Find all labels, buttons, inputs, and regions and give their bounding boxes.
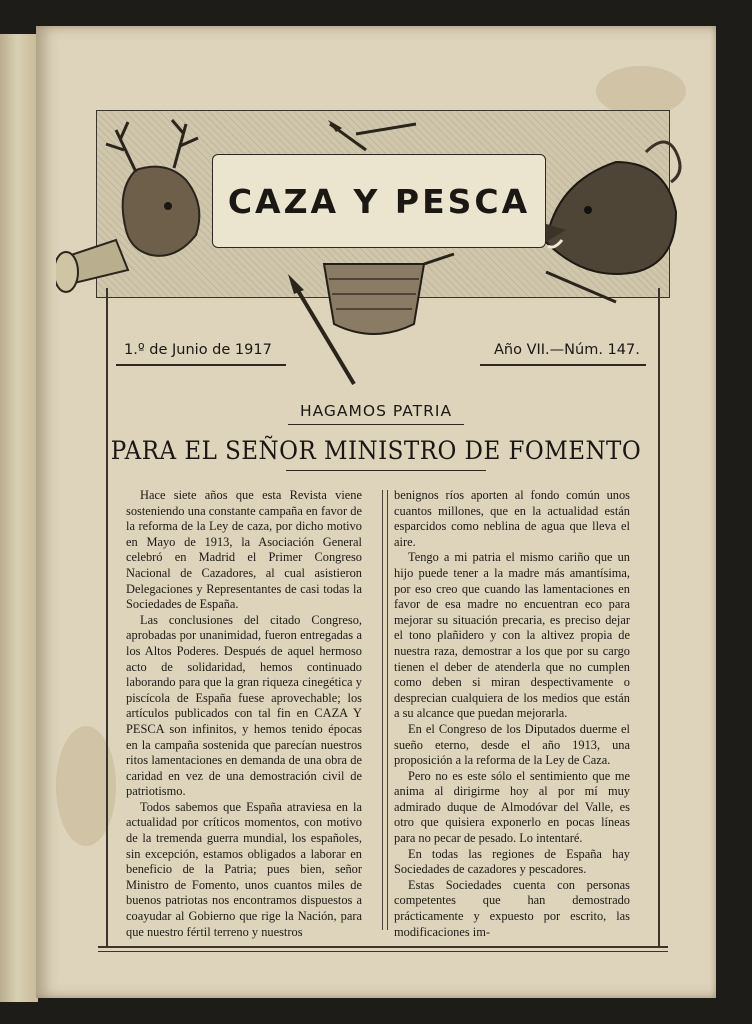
paragraph: benignos ríos aporten al fondo común unos cuantos millones, que en la actualidad están esparcidos como neblina de agua que lleva el aire. [394,488,630,549]
paragraph: Estas Sociedades cuenta con personas competentes que han demostrado prácticamente y expuesto por escrito, las modificaciones im- [394,877,630,939]
paper-stain [596,66,686,116]
creel-basket-icon [274,244,464,394]
article-column-right [394,488,630,940]
issue-number: Año VII.—Núm. 147. [494,342,640,358]
column-divider [387,490,388,930]
column-divider [382,490,383,930]
issue-date: 1.º de Junio de 1917 [124,342,272,358]
paragraph: En todas las regiones de España hay Sociedades de cazadores y pescadores. [394,846,630,877]
page-frame-left [106,288,108,948]
number-underline [480,364,646,366]
magazine-page [36,26,716,998]
article-kicker: HAGAMOS PATRIA [299,402,453,420]
masthead-title: CAZA Y PESCA [227,181,531,221]
masthead-title-box [212,154,546,248]
boar-head-icon [526,122,696,312]
paragraph: Hace siete años que esta Revista viene sosteniendo una constante campaña en favor de la reforma de la Ley de caza, por dicho motivo en Mayo de 1913, la Asociación General celebró en Madrid el Primer Congreso Nacional de Cazadores, al cual asistieron Delegaciones y Representantes de casi todas la Sociedades de España. [126,488,362,612]
facing-page-edge [0,34,38,1002]
page-frame-bottom-inner [98,951,668,952]
paragraph: Tengo a mi patria el mismo cariño que un hijo puede tener a la madre más amantísima, por eso creo que cuando las lamentaciones en favor de esa madre no encuentran eco para mejorar su situación precaria, es preciso dejar el tono plañidero y con la altivez propia de nuestra raza, demostrar a los que por su cargo tienen el deber de atenderla que no cumplen como deben si miran despectivamente o desprecian cualquiera de los medios que están a su alcance que puedan mejorarla. [394,550,630,721]
paragraph: Las conclusiones del citado Congreso, aprobadas por unanimidad, fueron entregadas a los Altos Poderes. Después de aquel hermoso acto de solidaridad, hemos continuado laborando para que la gran riqueza cinegética y piscícola de España fuese aprovechable; los artículos publicados con tal fin en CAZA Y PESCA son infinitos, y hemos tenido épocas en la campaña sostenida que parecían nuestros ritos lamentaciones en demanda de una obra de caridad en vez de una demostración civil de patriotismo. [126,612,362,799]
paragraph: Pero no es este sólo el sentimiento que me anima al dirigirme hoy al por mí muy admirado duque de Almodóvar del Valle, es otro que quisiera exponerlo en pocas líneas para no pecar de pesado. Lo intentaré. [394,768,630,846]
paragraph: En el Congreso de los Diputados duerme el sueño eterno, desde el año 1913, una proposición a la reforma de la Ley de Caza. [394,721,630,768]
headline-underline [286,470,486,471]
page-frame-bottom [98,946,668,948]
date-underline [116,364,286,366]
article-column-left [126,488,362,940]
article-headline: PARA EL SEÑOR MINISTRO DE FOMENTO [110,436,642,465]
paragraph: Todos sabemos que España atraviesa en la actualidad por críticos momentos, con motivo de la tremenda guerra mundial, los españoles, sin excepción, estamos obligados a laborar en beneficio de la Patria; pues bien, señor Ministro de Fomento, unos cuantos miles de buenos patriotas nos encontramos dispuestos a coayudar al Gobierno que rige la Nación, para que nuestro fértil terreno y nuestros [126,799,362,939]
kicker-underline [288,424,464,425]
page-frame-right [658,288,660,948]
